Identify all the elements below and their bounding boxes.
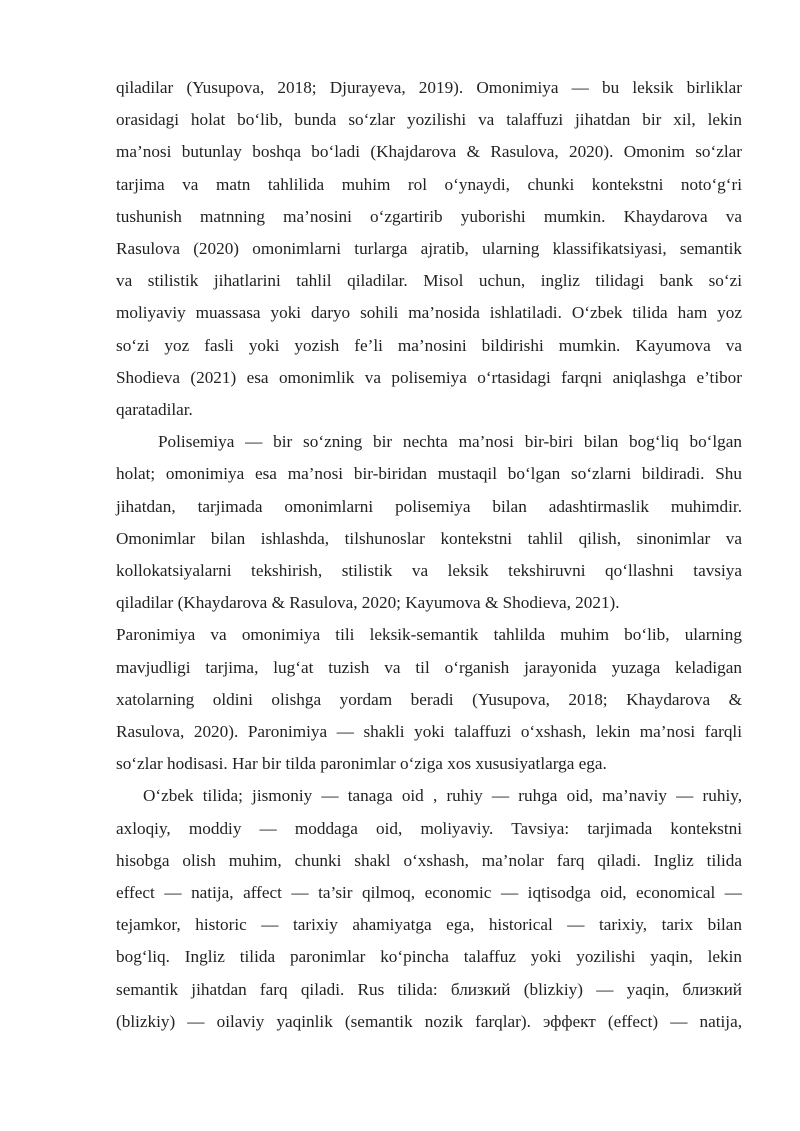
document-page	[116, 72, 742, 1038]
paragraph-uzbek-examples	[116, 780, 742, 1038]
text-line: orasidagi holat bo‘lib, bunda so‘zlar yozilishi va talaffuzi jihatdan bir xil, lekin	[116, 110, 742, 130]
text-line: Rasulova, 2020). Paronimiya — shakli yoki talaffuzi o‘xshash, lekin ma’nosi farqli	[116, 722, 742, 742]
text-line: ma’nosi butunlay boshqa bo‘ladi (Khajdarova & Rasulova, 2020). Omonim so‘zlar	[116, 142, 742, 162]
text-line: Polisemiya — bir so‘zning bir nechta ma’nosi bir-biri bilan bog‘liq bo‘lgan	[158, 432, 742, 452]
text-line: holat; omonimiya esa ma’nosi bir-biridan mustaqil bo‘lgan so‘zlarni bildiradi. Shu	[116, 464, 742, 484]
text-line: qiladilar (Yusupova, 2018; Djurayeva, 2019). Omonimiya — bu leksik birliklar	[116, 78, 742, 97]
text-line: xatolarning oldini olishga yordam beradi (Yusupova, 2018; Khaydarova &	[116, 689, 742, 709]
text-line: tejamkor, historic — tarixiy ahamiyatga ega, historical — tarixiy, tarix bilan	[116, 915, 742, 935]
text-line: hisobga olish muhim, chunki shakl o‘xshash, ma’nolar farq qiladi. Ingliz tilida	[116, 850, 742, 870]
text-line: Omonimlar bilan ishlashda, tilshunoslar kontekstni tahlil qilish, sinonimlar va	[116, 528, 742, 548]
text-line: so‘zi yoz fasli yoki yozish fe’li ma’nosini bildirishi mumkin. Kayumova va	[116, 335, 742, 355]
text-line: mavjudligi tarjima, lug‘at tuzish va til o‘rganish jarayonida yuzaga keladigan	[116, 657, 742, 677]
text-line: va stilistik jihatlarini tahlil qiladilar. Misol uchun, ingliz tilidagi bank so‘zi	[116, 271, 742, 291]
text-line: axloqiy, moddiy — moddaga oid, moliyaviy. Tavsiya: tarjimada kontekstni	[116, 818, 742, 838]
text-line: kollokatsiyalarni tekshirish, stilistik va leksik tekshiruvni qo‘llashni tavsiya	[116, 561, 742, 581]
text-line: effect — natija, affect — ta’sir qilmoq, economic — iqtisodga oid, economical —	[116, 883, 742, 903]
text-line: jihatdan, tarjimada omonimlarni polisemiya bilan adashtirmaslik muhimdir.	[116, 496, 742, 516]
paragraph-omonimiya	[116, 72, 742, 426]
text-line: tarjima va matn tahlilida muhim rol o‘ynaydi, chunki kontekstni noto‘g‘ri	[116, 174, 742, 194]
text-line: qiladilar (Khaydarova & Rasulova, 2020; Kayumova & Shodieva, 2021).	[116, 593, 620, 613]
text-line: Rasulova (2020) omonimlarni turlarga ajratib, ularning klassifikatsiyasi, semantik	[116, 239, 742, 259]
text-line: tushunish matnning ma’nosini o‘zgartirib yuborishi mumkin. Khaydarova va	[116, 206, 742, 226]
paragraph-polisemiya	[116, 426, 742, 619]
text-line: bog‘liq. Ingliz tilida paronimlar ko‘pincha talaffuz yoki yozilishi yaqin, lekin	[116, 947, 742, 967]
text-line: (blizkiy) — oilaviy yaqinlik (semantik nozik farqlar). эффект (effect) — natija,	[116, 1011, 742, 1031]
text-line: Shodieva (2021) esa omonimlik va polisemiya o‘rtasidagi farqni aniqlashga e’tibor	[116, 367, 742, 387]
text-line: qaratadilar.	[116, 400, 193, 420]
paragraph-paronimiya	[116, 619, 742, 780]
text-line: O‘zbek tilida; jismoniy — tanaga oid , ruhiy — ruhga oid, ma’naviy — ruhiy,	[143, 786, 742, 806]
text-line: moliyaviy muassasa yoki daryo sohili ma’nosida ishlatiladi. O‘zbek tilida ham yoz	[116, 303, 742, 323]
text-line: so‘zlar hodisasi. Har bir tilda paronimlar o‘ziga xos xususiyatlarga ega.	[116, 754, 607, 774]
text-line: semantik jihatdan farq qiladi. Rus tilida: близкий (blizkiy) — yaqin, близкий	[116, 979, 742, 999]
text-line: Paronimiya va omonimiya tili leksik-semantik tahlilda muhim bo‘lib, ularning	[116, 625, 742, 645]
